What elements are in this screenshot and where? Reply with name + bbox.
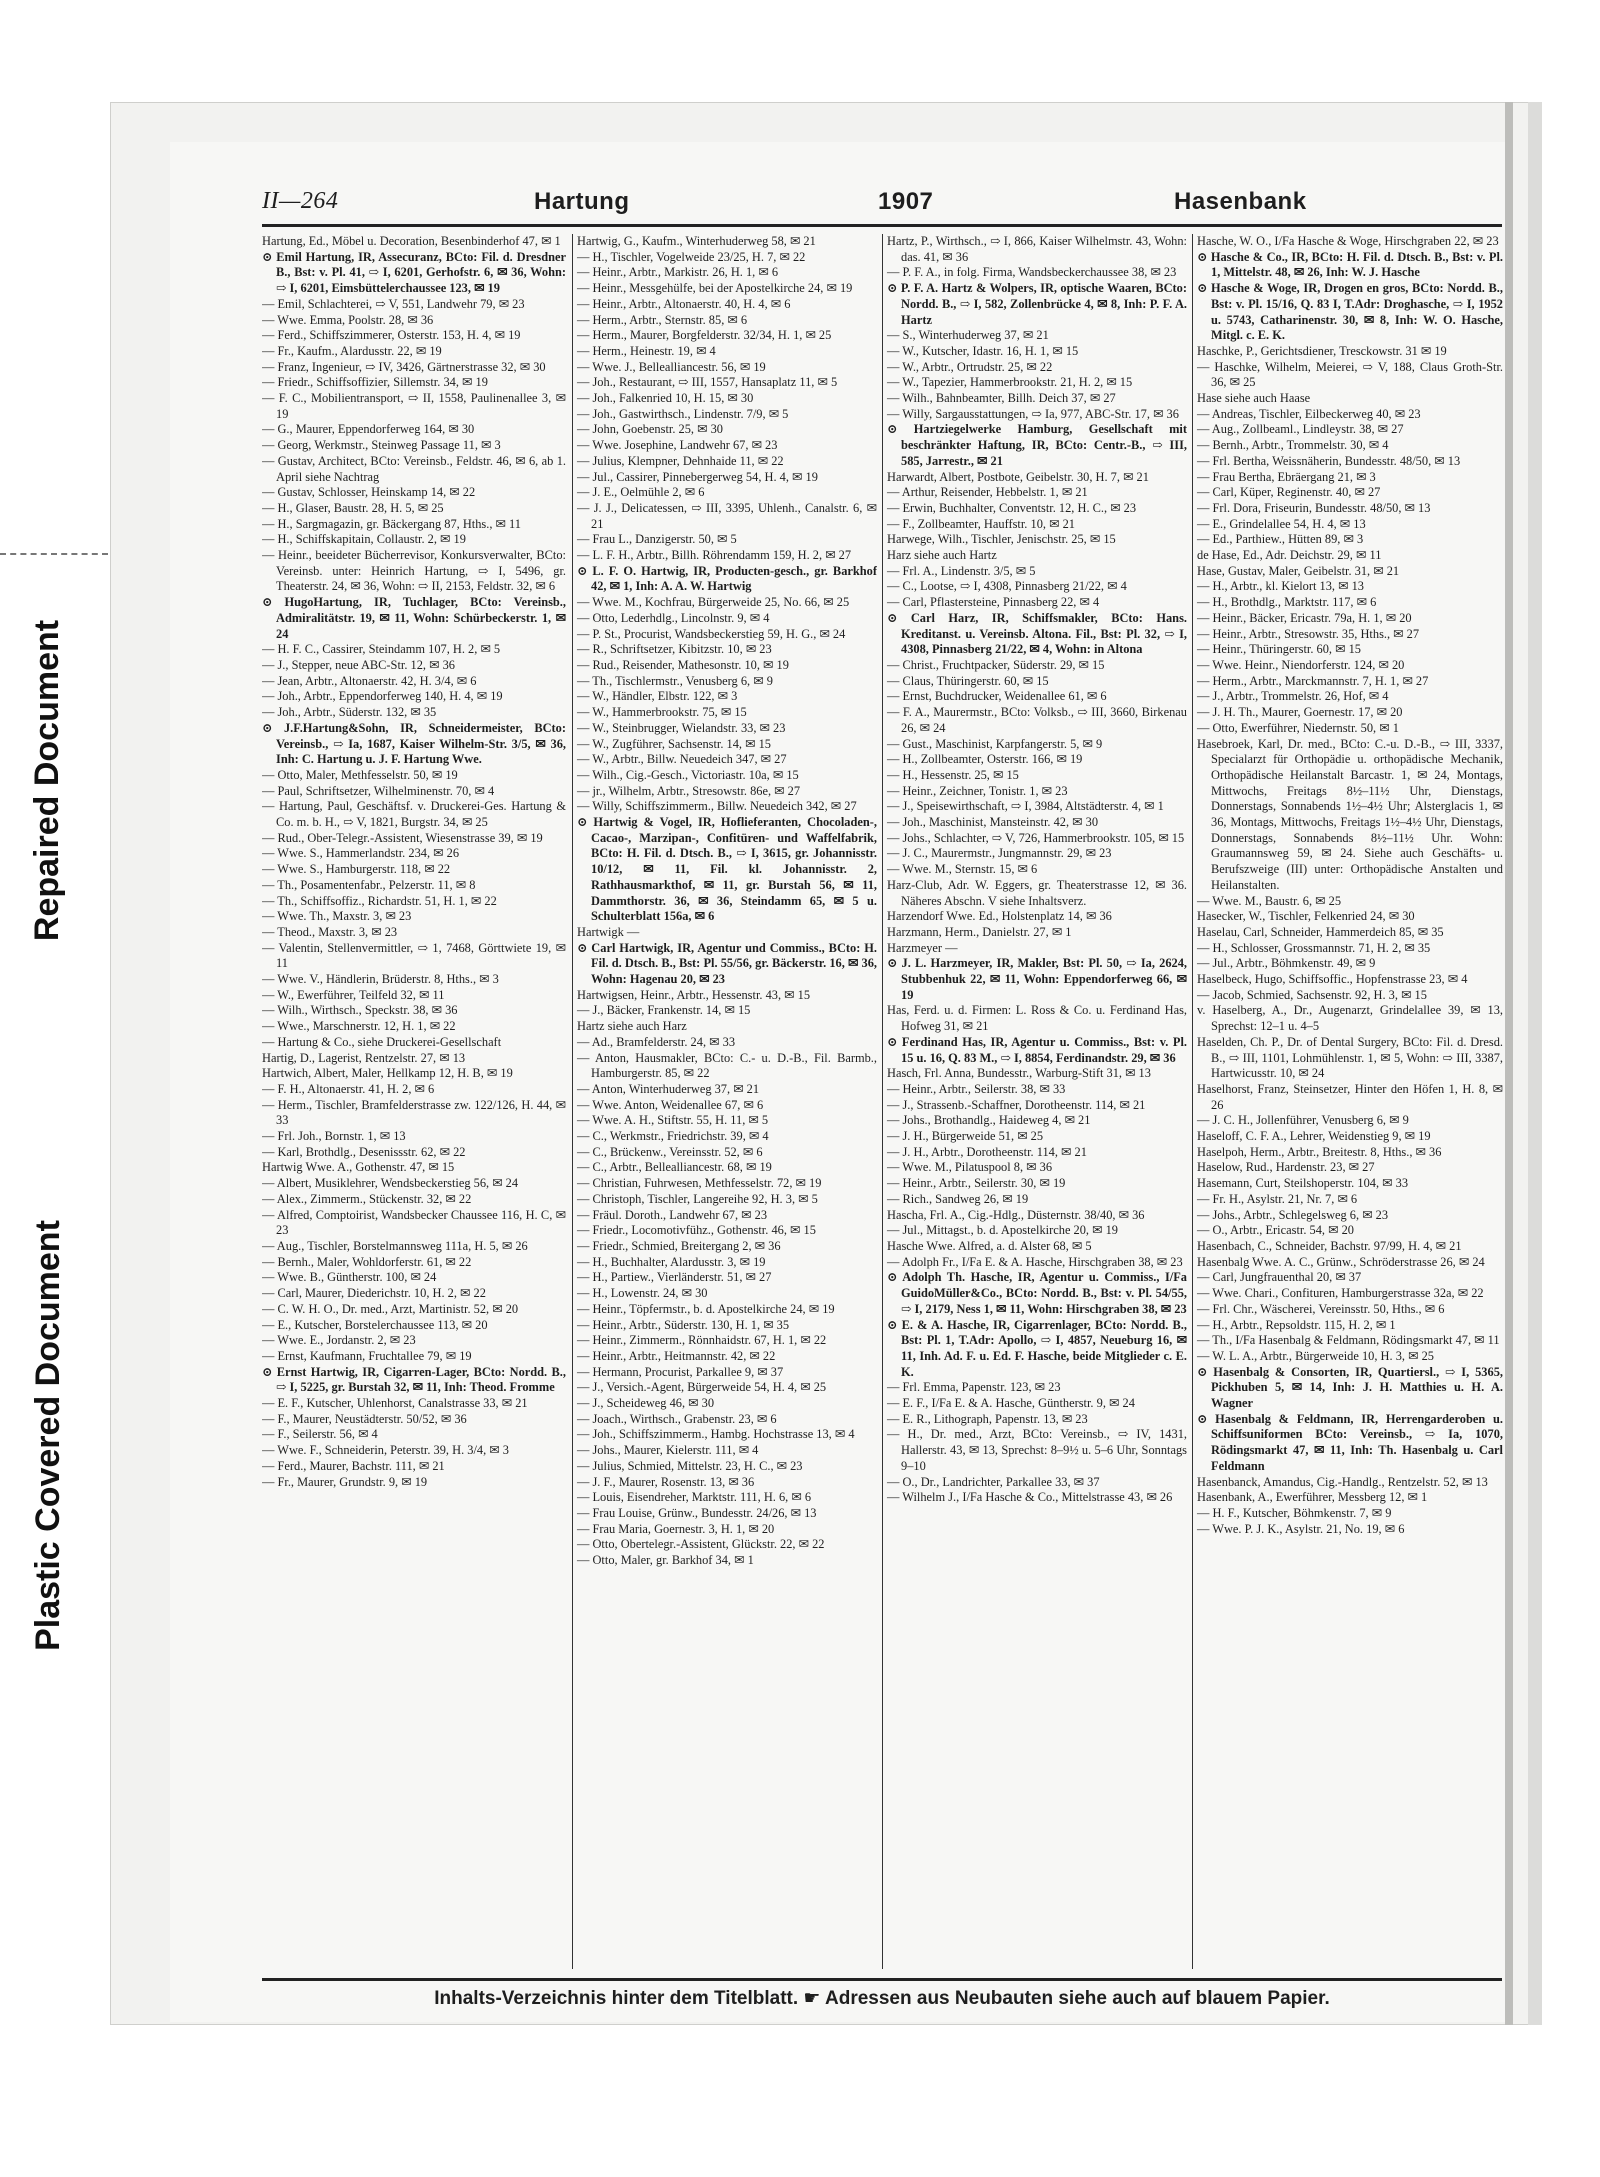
directory-entry: — Herm., Maurer, Borgfelderstr. 32/34, H. 1, ✉ 25 bbox=[577, 328, 832, 343]
directory-entry: — Fr., Kaufm., Alardusstr. 22, ✉ 19 bbox=[262, 343, 442, 358]
directory-entry: — C., Brückenw., Vereinsstr. 52, ✉ 6 bbox=[577, 1144, 763, 1159]
directory-entry: ⊙ E. & A. Hasche, IR, Cigarrenlager, BCto: Nordd. B., Bst: Pl. 1, T.Adr: Apollo, ⇨ I, 4857, Neueburg 16, ✉ 11, Inh. Ad. F. u. Ed. F. Hasche, beide Mitglieder c. E. K. bbox=[887, 1317, 1187, 1379]
directory-entry: — Wwe. Anton, Weidenallee 67, ✉ 6 bbox=[577, 1097, 764, 1112]
directory-entry: — Wwe., Marschnerstr. 12, H. 1, ✉ 22 bbox=[262, 1019, 456, 1034]
directory-entry: — Jul., Mittagst., b. d. Apostelkirche 20, ✉ 19 bbox=[887, 1223, 1118, 1238]
page-footer bbox=[262, 1978, 1502, 2017]
directory-entry: — Anton, Winterhuderweg 37, ✉ 21 bbox=[577, 1081, 760, 1096]
directory-entry: — H., Schlosser, Grossmannstr. 71, H. 2, ✉ 35 bbox=[1197, 940, 1431, 955]
directory-entry: — Frau Louise, Grünw., Bundesstr. 24/26, ✉ 13 bbox=[577, 1505, 817, 1520]
directory-entry: — O., Arbtr., Ericastr. 54, ✉ 20 bbox=[1197, 1223, 1354, 1238]
directory-entry: Hasenbanck, Amandus, Cig.-Handlg., Rentzelstr. 52, ✉ 13 bbox=[1197, 1474, 1488, 1489]
directory-entry: — Hartung & Co., siehe Druckerei-Gesellschaft bbox=[262, 1034, 502, 1049]
directory-entry: — Franz, Ingenieur, ⇨ IV, 3426, Gärtnerstrasse 32, ✉ 30 bbox=[262, 359, 546, 374]
directory-entry: — Carl, Jungfrauenthal 20, ✉ 37 bbox=[1197, 1270, 1362, 1285]
directory-entry: Hasenbank, A., Ewerführer, Messberg 12, ✉ 1 bbox=[1197, 1490, 1428, 1505]
directory-entry: Hasenbach, C., Schneider, Bachstr. 97/99, H. 4, ✉ 21 bbox=[1197, 1239, 1462, 1253]
directory-entry: — Georg, Werkmstr., Steinweg Passage 11, ✉ 3 bbox=[262, 438, 501, 453]
directory-entry: — W., Arbtr., Ortrudstr. 25, ✉ 22 bbox=[887, 359, 1053, 374]
directory-entry: — Frl. Chr., Wäscherei, Vereinsstr. 50, Hths., ✉ 6 bbox=[1197, 1301, 1445, 1316]
directory-entry: — H. F. C., Cassirer, Steindamm 107, H. 2, ✉ 5 bbox=[262, 642, 501, 657]
directory-entry: — Frl. Bertha, Weissnäherin, Bundesstr. 48/50, ✉ 13 bbox=[1197, 453, 1461, 468]
directory-entry: — Karl, Brothdlg., Desenissstr. 62, ✉ 22 bbox=[262, 1144, 466, 1159]
directory-entry: — Wwe. Th., Maxstr. 3, ✉ 23 bbox=[262, 909, 412, 924]
directory-entry: — H. F., Kutscher, Böhmkenstr. 7, ✉ 9 bbox=[1197, 1505, 1392, 1520]
directory-entry: — J. F., Maurer, Rosenstr. 13, ✉ 36 bbox=[577, 1474, 755, 1489]
directory-entry: Haselden, Ch. P., Dr. of Dental Surgery, BCto: Fil. d. Dresd. B., ⇨ III, 1101, Lohmühlenstr. 1, ✉ 5, Wohn: ⇨ III, 3387, Hartwicusstr. 10, ✉ 24 bbox=[1197, 1034, 1503, 1081]
directory-entry: — Albert, Musiklehrer, Wendsbeckerstieg 56, ✉ 24 bbox=[262, 1176, 519, 1191]
directory-entry: — Christoph, Tischler, Langereihe 92, H. 3, ✉ 5 bbox=[577, 1191, 818, 1206]
directory-entry: — J. E., Oelmühle 2, ✉ 6 bbox=[577, 485, 705, 500]
directory-entry: — Wwe. M., Baustr. 6, ✉ 25 bbox=[1197, 893, 1342, 908]
directory-entry: — W., Ewerführer, Teilfeld 32, ✉ 11 bbox=[262, 987, 445, 1002]
directory-entry: — J. J., Delicatessen, ⇨ III, 3395, Uhlenh., Canalstr. 6, ✉ 21 bbox=[577, 500, 877, 531]
directory-entry: — W., Zugführer, Sachsenstr. 14, ✉ 15 bbox=[577, 736, 772, 751]
directory-entry: — Gustav, Architect, BCto: Vereinsb., Feldstr. 46, ✉ 6, ab 1. April siehe Nachtrag bbox=[262, 453, 566, 484]
directory-entry: — Wwe. J., Bellealliancestr. 56, ✉ 19 bbox=[577, 359, 766, 374]
directory-entry: — Fr., Maurer, Grundstr. 9, ✉ 19 bbox=[262, 1474, 428, 1489]
directory-entry: — Wwe. P. J. K., Asylstr. 21, No. 19, ✉ 6 bbox=[1197, 1521, 1405, 1536]
directory-entry: — Heinr., Arbtr., Markistr. 26, H. 1, ✉ 6 bbox=[577, 265, 779, 280]
directory-entry: — Emil, Schlachterei, ⇨ V, 551, Landwehr 79, ✉ 23 bbox=[262, 296, 525, 311]
directory-entry: — Theod., Maxstr. 3, ✉ 23 bbox=[262, 924, 398, 939]
directory-entry: — Johs., Brothandlg., Haideweg 4, ✉ 21 bbox=[887, 1113, 1091, 1128]
directory-entry: — Joh., Arbtr., Süderstr. 132, ✉ 35 bbox=[262, 705, 437, 720]
directory-entry: — F. A., Maurermstr., BCto: Volksb., ⇨ III, 3660, Birkenau 26, ✉ 24 bbox=[887, 705, 1187, 735]
directory-entry: — Hartung, Paul, Geschäftsf. v. Druckerei-Ges. Hartung & Co. m. b. H., ⇨ V, 1821, Burgstr. 34, ✉ 25 bbox=[262, 799, 566, 830]
directory-entry: — H., Tischler, Vogelweide 23/25, H. 7, ✉ 22 bbox=[577, 249, 806, 264]
directory-entry: — Otto, Obertelegr.-Assistent, Glückstr. 22, ✉ 22 bbox=[577, 1537, 825, 1552]
directory-entry: — H., Lowenstr. 24, ✉ 30 bbox=[577, 1286, 708, 1301]
directory-entry: Harz siehe auch Hartz bbox=[887, 548, 997, 563]
directory-entry: — Joh., Schiffszimmerm., Hambg. Hochstrasse 13, ✉ 4 bbox=[577, 1427, 855, 1442]
directory-entry: — Willy, Sargausstattungen, ⇨ Ia, 977, ABC-Str. 17, ✉ 36 bbox=[887, 406, 1179, 421]
directory-entry: — C. W. H. O., Dr. med., Arzt, Martinistr. 52, ✉ 20 bbox=[262, 1301, 519, 1316]
footer-note: Inhalts-Verzeichnis hinter dem Titelblatt. ☛ Adressen aus Neubauten siehe auch auf blauem Papier. bbox=[434, 1988, 1330, 2009]
directory-entry: Hartwig, G., Kaufm., Winterhuderweg 58, ✉ 21 bbox=[577, 234, 816, 248]
directory-entry: — Alex., Zimmerm., Stückenstr. 32, ✉ 22 bbox=[262, 1191, 472, 1206]
directory-entry: — Wilhelm J., I/Fa Hasche & Co., Mittelstrasse 43, ✉ 26 bbox=[887, 1490, 1173, 1505]
directory-entry: — H., Brothdlg., Marktstr. 117, ✉ 6 bbox=[1197, 595, 1377, 610]
directory-entry: — Joh., Gastwirthsch., Lindenstr. 7/9, ✉ 5 bbox=[577, 406, 789, 421]
directory-entry: — Fr. H., Asylstr. 21, Nr. 7, ✉ 6 bbox=[1197, 1191, 1358, 1206]
adjacent-page-edge bbox=[1505, 102, 1513, 2025]
header-right-word: Hasenbank bbox=[1174, 188, 1307, 215]
directory-entry: — J., Versich.-Agent, Bürgerweide 54, H. 4, ✉ 25 bbox=[577, 1380, 827, 1395]
directory-entry: ⊙ Hasche & Woge, IR, Drogen en gros, BCto: Nordd. B., Bst: v. Pl. 15/16, Q. 83 I, T.Adr: Droghasche, ⇨ I, 1952 u. 5743, Catharinenstr. 30, ✉ 8, Inh: W. O. Hasche, Mitgl. c. E. K. bbox=[1197, 281, 1503, 343]
directory-entry: — W., Händler, Elbstr. 122, ✉ 3 bbox=[577, 689, 738, 704]
directory-entry: Hascha, Frl. A., Cig.-Hdlg., Düsternstr. 38/40, ✉ 36 bbox=[887, 1207, 1145, 1222]
directory-entry: — Jean, Arbtr., Altonaerstr. 42, H. 3/4, ✉ 6 bbox=[262, 673, 477, 688]
directory-entry: Hase siehe auch Haase bbox=[1197, 391, 1311, 406]
adjacent-page-strip bbox=[1528, 102, 1542, 2025]
directory-entry: — Wilh., Cig.-Gesch., Victoriastr. 10a, ✉ 15 bbox=[577, 767, 799, 782]
directory-entry: Harzmann, Herm., Danielstr. 27, ✉ 1 bbox=[887, 924, 1072, 939]
directory-entry: — W., Hammerbrookstr. 75, ✉ 15 bbox=[577, 705, 747, 720]
directory-entry: — H., Arbtr., Repsoldstr. 115, H. 2, ✉ 1 bbox=[1197, 1317, 1396, 1332]
header-left-word: Hartung bbox=[534, 188, 630, 215]
directory-entry: — Rud., Reisender, Mathesonstr. 10, ✉ 19 bbox=[577, 657, 789, 672]
directory-entry: — Christ., Fruchtpacker, Süderstr. 29, ✉ 15 bbox=[887, 657, 1105, 672]
directory-entry: — E. R., Lithograph, Papenstr. 13, ✉ 23 bbox=[887, 1411, 1088, 1426]
directory-entry: ⊙ Emil Hartung, IR, Assecuranz, BCto: Fil. d. Dresdner B., Bst: v. Pl. 41, ⇨ I, 6201, Gerhofstr. 6, ✉ 36, Wohn: ⇨ I, 6201, Eimsbüttelerchaussee 123, ✉ 19 bbox=[262, 249, 566, 296]
directory-entry: — Ferd., Schiffszimmerer, Osterstr. 153, H. 4, ✉ 19 bbox=[262, 328, 521, 343]
directory-entry: Haselhorst, Franz, Steinsetzer, Hinter den Höfen 1, H. 8, ✉ 26 bbox=[1197, 1081, 1503, 1112]
directory-entry: Hartwig Wwe. A., Gothenstr. 47, ✉ 15 bbox=[262, 1160, 455, 1175]
directory-entry: — Th., Schiffsoffiz., Richardstr. 51, H. 1, ✉ 22 bbox=[262, 893, 497, 908]
directory-entry: — J., Bäcker, Frankenstr. 14, ✉ 15 bbox=[577, 1003, 751, 1018]
directory-entry: — Joh., Falkenried 10, H. 15, ✉ 30 bbox=[577, 391, 754, 406]
directory-entry: — W., Steinbrugger, Wielandstr. 33, ✉ 23 bbox=[577, 720, 786, 735]
directory-entry: — J. H. Th., Maurer, Goernestr. 17, ✉ 20 bbox=[1197, 705, 1403, 720]
page-header bbox=[262, 184, 1502, 227]
header-year: 1907 bbox=[878, 188, 934, 215]
directory-entry: — Wwe. M., Sternstr. 15, ✉ 6 bbox=[887, 862, 1038, 877]
directory-entry: Hasebroek, Karl, Dr. med., BCto: C.-u. D.-B., ⇨ III, 3337, Specialarzt für Orthopädie u. orthopädische Mechanik, Orthopädische Heilanstalt Barcastr. 1, ✉ 24, Montags, Mittwochs, Freitags 8½–11½ Uhr, Dienstags, Donnerstags, Sonnabends 1½–4½ Uhr; Alsterglacis 1, ✉ 36, Montags, Mittwochs, Freitags 1½–4½ Uhr, Dienstags, Donnerstags, Sonnabends 8½–11½ Uhr. Wohn: Graumannsweg 59, ✉ 24. Siehe auch Geschäfts- u. Berufszweige (III) unter: Orthopädische Anstalten und Heilanstalten. bbox=[1197, 736, 1503, 892]
directory-entry: — Otto, Maler, gr. Barkhof 34, ✉ 1 bbox=[577, 1553, 754, 1568]
directory-entry: — H., Arbtr., kl. Kielort 13, ✉ 13 bbox=[1197, 579, 1364, 594]
directory-entry: — jr., Wilhelm, Arbtr., Stresowstr. 86e, ✉ 27 bbox=[577, 783, 801, 798]
plastic-covered-label bbox=[6, 1135, 90, 1735]
directory-entry: — Joh., Restaurant, ⇨ III, 1557, Hansaplatz 11, ✉ 5 bbox=[577, 375, 838, 390]
directory-entry: Harwege, Wilh., Tischler, Jenischstr. 25, ✉ 15 bbox=[887, 532, 1116, 547]
directory-entry: — Herm., Tischler, Bramfelderstrasse zw. 122/126, H. 44, ✉ 33 bbox=[262, 1097, 566, 1128]
directory-entry: — Hermann, Procurist, Parkallee 9, ✉ 37 bbox=[577, 1364, 784, 1379]
directory-entry: — F. C., Mobilientransport, ⇨ II, 1558, Paulinenallee 3, ✉ 19 bbox=[262, 391, 566, 421]
directory-entry: — F., Seilerstr. 56, ✉ 4 bbox=[262, 1427, 378, 1442]
directory-entry: — Friedr., Locomotivfühz., Gothenstr. 46, ✉ 15 bbox=[577, 1223, 816, 1238]
directory-entry: — Fräul. Doroth., Landwehr 67, ✉ 23 bbox=[577, 1207, 768, 1222]
directory-entry: — Jacob, Schmied, Sachsenstr. 92, H. 3, ✉ 15 bbox=[1197, 987, 1427, 1002]
directory-entry: Haselau, Carl, Schneider, Hammerdeich 85, ✉ 35 bbox=[1197, 924, 1444, 939]
directory-entry: — Heinr., Arbtr., Seilerstr. 38, ✉ 33 bbox=[887, 1081, 1066, 1096]
directory-entry: Hasecker, W., Tischler, Felkenried 24, ✉ 30 bbox=[1197, 909, 1415, 924]
directory-entry: — Johs., Arbtr., Schlegelsweg 6, ✉ 23 bbox=[1197, 1207, 1389, 1222]
directory-entry: — G., Maurer, Eppendorferweg 164, ✉ 30 bbox=[262, 422, 475, 437]
directory-entry: ⊙ Carl Hartwigk, IR, Agentur und Commiss., BCto: H. Fil. d. Dtsch. B., Bst: Pl. 55/56, gr. Bäckerstr. 16, ✉ 36, Wohn: Hagenau 20, ✉ 23 bbox=[577, 940, 877, 987]
directory-entry: — Willy, Schiffszimmerm., Billw. Neuedeich 342, ✉ 27 bbox=[577, 799, 857, 814]
directory-entry: — Anton, Hausmakler, BCto: C.- u. D.-B., Fil. Barmb., Hamburgerstr. 85, ✉ 22 bbox=[577, 1050, 877, 1081]
directory-page bbox=[170, 142, 1510, 2022]
directory-columns bbox=[262, 234, 1502, 1974]
page-number: II—264 bbox=[262, 188, 339, 214]
scanned-page bbox=[110, 102, 1542, 2025]
directory-entry: — Heinr., Bäcker, Ericastr. 79a, H. 1, ✉ 20 bbox=[1197, 610, 1412, 625]
directory-entry: — Alfred, Comptoirist, Wandsbecker Chaussee 116, H. C, ✉ 23 bbox=[262, 1207, 566, 1238]
directory-entry: ⊙ HugoHartung, IR, Tuchlager, BCto: Vereinsb., Admiralitätstr. 19, ✉ 11, Wohn: Schürbeckerstr. 1, ✉ 24 bbox=[262, 595, 566, 641]
directory-entry: ⊙ Ernst Hartwig, IR, Cigarren-Lager, BCto: Nordd. B., ⇨ I, 5225, gr. Burstah 32, ✉ 11, Inh: Theod. Fromme bbox=[262, 1364, 566, 1395]
directory-entry: — C., Arbtr., Bellealliancestr. 68, ✉ 19 bbox=[577, 1160, 772, 1175]
directory-entry: ⊙ Adolph Th. Hasche, IR, Agentur u. Commiss., I/Fa GuidoMüller&Co., BCto: Nordd. B., Bst: v. Pl. 54/55, ⇨ I, 2179, Ness 1, ✉ 11, Wohn: Hirschgraben 38, ✉ 23 bbox=[887, 1270, 1187, 1316]
directory-entry: — W., Tapezier, Hammerbrookstr. 21, H. 2, ✉ 15 bbox=[887, 375, 1133, 390]
directory-entry: — Wwe. A. H., Stiftstr. 55, H. 11, ✉ 5 bbox=[577, 1113, 769, 1128]
directory-entry: — Joh., Maschinist, Mansteinstr. 42, ✉ 30 bbox=[887, 815, 1099, 830]
directory-entry: Hase, Gustav, Maler, Geibelstr. 31, ✉ 21 bbox=[1197, 563, 1400, 578]
directory-entry: — Jul., Arbtr., Böhmkenstr. 49, ✉ 9 bbox=[1197, 956, 1376, 971]
directory-entry: Haselow, Rud., Hardenstr. 23, ✉ 27 bbox=[1197, 1160, 1375, 1175]
directory-entry: — Wwe. V., Händlerin, Brüderstr. 8, Hths., ✉ 3 bbox=[262, 972, 499, 987]
directory-entry: — J. C. H., Jollenführer, Venusberg 6, ✉ 9 bbox=[1197, 1113, 1409, 1128]
directory-entry: — Frl. Joh., Bornstr. 1, ✉ 13 bbox=[262, 1129, 406, 1144]
directory-entry: ⊙ Hasche & Co., IR, BCto: H. Fil. d. Dtsch. B., Bst: v. Pl. 1, Mittelstr. 48, ✉ 26, Inh: W. J. Hasche bbox=[1197, 249, 1503, 280]
column-3 bbox=[882, 234, 1187, 1969]
directory-entry: — E. F., I/Fa E. & A. Hasche, Güntherstr. 9, ✉ 24 bbox=[887, 1396, 1135, 1411]
directory-entry: Haselpoh, Herm., Arbtr., Breitestr. 8, Hths., ✉ 36 bbox=[1197, 1144, 1442, 1159]
directory-entry: ⊙ J. L. Harzmeyer, IR, Makler, Bst: Pl. 50, ⇨ Ia, 2624, Stubbenhuk 22, ✉ 11, Wohn: Eppendorferweg 66, ✉ 19 bbox=[887, 956, 1187, 1002]
directory-entry: — F., Zollbeamter, Hauffstr. 10, ✉ 21 bbox=[887, 516, 1075, 531]
directory-entry: — J., Strassenb.-Schaffner, Dorotheenstr. 114, ✉ 21 bbox=[887, 1097, 1146, 1112]
column-1 bbox=[262, 234, 566, 1969]
directory-entry: — Frau L., Danzigerstr. 50, ✉ 5 bbox=[577, 532, 737, 547]
repaired-document-label bbox=[6, 500, 90, 1060]
directory-entry: ⊙ L. F. O. Hartwig, IR, Producten-gesch., gr. Barkhof 42, ✉ 1, Inh: A. A. W. Hartwig bbox=[577, 563, 877, 594]
directory-entry: Hartwigk — bbox=[577, 924, 640, 939]
directory-entry: — J. H., Bürgerweide 51, ✉ 25 bbox=[887, 1129, 1044, 1144]
column-2 bbox=[572, 234, 877, 1969]
directory-entry: Hasenbalg Wwe. A. C., Grünw., Schröderstrasse 26, ✉ 24 bbox=[1197, 1254, 1485, 1269]
column-4 bbox=[1192, 234, 1503, 1969]
directory-entry: — J., Arbtr., Trommelstr. 26, Hof, ✉ 4 bbox=[1197, 689, 1389, 704]
directory-entry: — Joach., Wirthsch., Grabenstr. 23, ✉ 6 bbox=[577, 1411, 777, 1426]
directory-entry: — J., Stepper, neue ABC-Str. 12, ✉ 36 bbox=[262, 657, 455, 672]
directory-entry: — Friedr., Schiffsoffizier, Sillemstr. 34, ✉ 19 bbox=[262, 375, 488, 390]
directory-entry: — Heinr., Arbtr., Stresowstr. 35, Hths., ✉ 27 bbox=[1197, 626, 1420, 641]
directory-entry: — Christian, Fuhrwesen, Methfesselstr. 72, ✉ 19 bbox=[577, 1176, 822, 1191]
directory-entry: — P. F. A., in folg. Firma, Wandsbeckerchaussee 38, ✉ 23 bbox=[887, 265, 1177, 280]
directory-entry: — Haschke, Wilhelm, Meierei, ⇨ V, 188, Claus Groth-Str. 36, ✉ 25 bbox=[1197, 359, 1503, 390]
directory-entry: — O., Dr., Landrichter, Parkallee 33, ✉ 37 bbox=[887, 1474, 1100, 1489]
directory-entry: — W. L. A., Arbtr., Bürgerweide 10, H. 3, ✉ 25 bbox=[1197, 1348, 1434, 1363]
directory-entry: — E., Kutscher, Borstelerchaussee 113, ✉ 20 bbox=[262, 1317, 488, 1332]
directory-entry: — Ernst, Kaufmann, Fruchtallee 79, ✉ 19 bbox=[262, 1348, 472, 1363]
directory-entry: — Wwe. Heinr., Niendorferstr. 124, ✉ 20 bbox=[1197, 657, 1405, 672]
directory-entry: — Ed., Parthiew., Hütten 89, ✉ 3 bbox=[1197, 532, 1364, 547]
directory-entry: ⊙ J.F.Hartung&Sohn, IR, Schneidermeister, BCto: Vereinsb., ⇨ Ia, 1687, Kaiser Wilhelm-Str. 3/5, ✉ 36, Inh: C. Hartung u. J. F. Hartung Wwe. bbox=[262, 720, 566, 767]
directory-entry: Harz-Club, Adr. W. Eggers, gr. Theaterstrasse 12, ✉ 36. Näheres Abschn. V siehe Inhaltsverz. bbox=[887, 877, 1187, 908]
directory-entry: — J., Scheideweg 46, ✉ 30 bbox=[577, 1396, 715, 1411]
directory-entry: — Wwe. Josephine, Landwehr 67, ✉ 23 bbox=[577, 438, 778, 453]
directory-entry: — E., Grindelallee 54, H. 4, ✉ 13 bbox=[1197, 516, 1366, 531]
directory-entry: — John, Goebenstr. 25, ✉ 30 bbox=[577, 422, 723, 437]
directory-entry: — Wwe. S., Hamburgerstr. 118, ✉ 22 bbox=[262, 862, 451, 877]
directory-entry: — Carl, Maurer, Diederichstr. 10, H. 2, ✉ 22 bbox=[262, 1286, 486, 1301]
directory-entry: — H., Schiffskapitain, Collaustr. 2, ✉ 19 bbox=[262, 532, 466, 547]
directory-entry: ⊙ Carl Harz, IR, Schiffsmakler, BCto: Hans. Kreditanst. u. Vereinsb. Altona. Fil., Bst: Pl. 32, ⇨ I, 4308, Pinnasberg 21/22, ✉ 4, Wohn: in Altona bbox=[887, 610, 1187, 657]
directory-entry: — Wwe. B., Güntherstr. 100, ✉ 24 bbox=[262, 1270, 437, 1285]
directory-entry: — Wwe. Emma, Poolstr. 28, ✉ 36 bbox=[262, 312, 434, 327]
plastic-covered-text: Plastic Covered Document bbox=[28, 1219, 67, 1651]
directory-entry: — Andreas, Tischler, Eilbeckerweg 40, ✉ 23 bbox=[1197, 406, 1421, 421]
directory-entry: — Carl, Küper, Reginenstr. 40, ✉ 27 bbox=[1197, 485, 1381, 500]
directory-entry: Hartz siehe auch Harz bbox=[577, 1019, 687, 1034]
directory-entry: — Wwe. M., Pilatuspool 8, ✉ 36 bbox=[887, 1160, 1053, 1175]
directory-entry: — Frau Bertha, Ebräergang 21, ✉ 3 bbox=[1197, 469, 1376, 484]
directory-entry: — H., Hessenstr. 25, ✉ 15 bbox=[887, 767, 1019, 782]
directory-entry: — Heinr., Messgehülfe, bei der Apostelkirche 24, ✉ 19 bbox=[577, 281, 853, 296]
directory-entry: ⊙ Ferdinand Has, IR, Agentur u. Commiss., Bst: v. Pl. 15 u. 16, Q. 83 M., ⇨ I, 8854, Ferdinandstr. 29, ✉ 36 bbox=[887, 1034, 1187, 1065]
directory-entry: ⊙ Hartwig & Vogel, IR, Hoflieferanten, Chocoladen-, Cacao-, Marzipan-, Confitüren- und Waffelfabrik, BCto: H. Fil. d. Dtsch. B., ⇨ I, 3615, gr. Johannisstr. 10/12, ✉ 11, Fil. kl. Johannisstr. 2, Rathhausmarkthof, ✉ 11, gr. Burstah 56, ✉ 11, Dammthorstr. 36, ✉ 36, Steindamm 65, ✉ 5 u. Schulterblatt 156a, ✉ 6 bbox=[577, 815, 877, 924]
directory-entry: — Wwe. E., Jordanstr. 2, ✉ 23 bbox=[262, 1333, 416, 1348]
directory-entry: ⊙ P. F. A. Hartz & Wolpers, IR, optische Waaren, BCto: Nordd. B., ⇨ I, 582, Zollenbrücke 4, ✉ 8, Inh: P. F. A. Hartz bbox=[887, 281, 1187, 327]
directory-entry: — Heinr., Zimmerm., Rönnhaidstr. 67, H. 1, ✉ 22 bbox=[577, 1333, 827, 1348]
directory-entry: — Otto, Maler, Methfesselstr. 50, ✉ 19 bbox=[262, 767, 458, 782]
directory-entry: — J., Speisewirthschaft, ⇨ I, 3984, Altstädterstr. 4, ✉ 1 bbox=[887, 799, 1164, 814]
directory-entry: Haschke, P., Gerichtsdiener, Tresckowstr. 31 ✉ 19 bbox=[1197, 343, 1447, 358]
directory-entry: — Wilh., Wirthsch., Speckstr. 38, ✉ 36 bbox=[262, 1003, 458, 1018]
directory-entry: — Ernst, Buchdrucker, Weidenallee 61, ✉ 6 bbox=[887, 689, 1107, 704]
directory-entry: — Valentin, Stellenvermittler, ⇨ 1, 7468, Görttwiete 19, ✉ 11 bbox=[262, 940, 566, 971]
directory-entry: — H., Sargmagazin, gr. Bäckergang 87, Hths., ✉ 11 bbox=[262, 516, 521, 531]
directory-entry: — Wwe. S., Hammerlandstr. 234, ✉ 26 bbox=[262, 846, 460, 861]
directory-entry: Hartz, P., Wirthsch., ⇨ I, 866, Kaiser Wilhelmstr. 43, Wohn: das. 41, ✉ 36 bbox=[887, 234, 1187, 264]
directory-entry: — Herm., Arbtr., Marckmannstr. 7, H. 1, ✉ 27 bbox=[1197, 673, 1429, 688]
directory-entry: — Wwe. F., Schneiderin, Peterstr. 39, H. 3/4, ✉ 3 bbox=[262, 1443, 509, 1458]
directory-entry: — P. St., Procurist, Wandsbeckerstieg 59, H. G., ✉ 24 bbox=[577, 626, 846, 641]
directory-entry: — Wwe. Chari., Confituren, Hamburgerstrasse 32a, ✉ 22 bbox=[1197, 1286, 1484, 1301]
directory-entry: ⊙ Hasenbalg & Consorten, IR, Quartiersl., ⇨ I, 5365, Pickhuben 5, ✉ 14, Inh: J. H. Matthies u. H. A. Wagner bbox=[1197, 1364, 1503, 1411]
directory-entry: — Jul., Cassirer, Pinnebergerweg 54, H. 4, ✉ 19 bbox=[577, 469, 818, 484]
directory-entry: Hasemann, Curt, Steilshoperstr. 104, ✉ 33 bbox=[1197, 1176, 1409, 1191]
directory-entry: — H., Zollbeamter, Osterstr. 166, ✉ 19 bbox=[887, 752, 1083, 767]
directory-entry: — E. F., Kutscher, Uhlenhorst, Canalstrasse 33, ✉ 21 bbox=[262, 1396, 528, 1411]
directory-entry: — Th., Tischlermstr., Venusberg 6, ✉ 9 bbox=[577, 673, 773, 688]
directory-entry: — C., Lootse, ⇨ I, 4308, Pinnasberg 21/22, ✉ 4 bbox=[887, 579, 1127, 594]
directory-entry: — Aug., Zollbeaml., Lindleystr. 38, ✉ 27 bbox=[1197, 422, 1404, 437]
directory-entry: — H., Dr. med., Arzt, BCto: Vereinsb., ⇨ IV, 1431, Hallerstr. 43, ✉ 13, Sprechst: 8–9½ u. 5–6 Uhr, Sonntags 9–10 bbox=[887, 1427, 1187, 1473]
directory-entry: — Adolph Fr., I/Fa E. & A. Hasche, Hirschgraben 38, ✉ 23 bbox=[887, 1254, 1183, 1269]
directory-entry: — C., Werkmstr., Friedrichstr. 39, ✉ 4 bbox=[577, 1129, 769, 1144]
directory-entry: — L. F. H., Arbtr., Billh. Röhrendamm 159, H. 2, ✉ 27 bbox=[577, 548, 852, 563]
directory-entry: Haselbeck, Hugo, Schiffsoffic., Hopfenstrasse 23, ✉ 4 bbox=[1197, 972, 1468, 987]
directory-entry: Hartung, Ed., Möbel u. Decoration, Besenbinderhof 47, ✉ 1 bbox=[262, 234, 561, 248]
directory-entry: Hartwigsen, Heinr., Arbtr., Hessenstr. 43, ✉ 15 bbox=[577, 987, 811, 1002]
directory-entry: — Herm., Heinestr. 19, ✉ 4 bbox=[577, 343, 716, 358]
directory-entry: — Julius, Klempner, Dehnhaide 11, ✉ 22 bbox=[577, 453, 784, 468]
directory-entry: — Otto, Lederhdlg., Lincolnstr. 9, ✉ 4 bbox=[577, 610, 770, 625]
directory-entry: — Friedr., Schmied, Breitergang 2, ✉ 36 bbox=[577, 1239, 781, 1253]
directory-entry: — Heinr., Arbtr., Altonaerstr. 40, H. 4, ✉ 6 bbox=[577, 296, 791, 311]
directory-entry: — Louis, Eisendreher, Marktstr. 111, H. 6, ✉ 6 bbox=[577, 1490, 812, 1505]
directory-entry: — Ferd., Maurer, Bachstr. 111, ✉ 21 bbox=[262, 1458, 445, 1473]
directory-entry: Hasche Wwe. Alfred, a. d. Alster 68, ✉ 5 bbox=[887, 1239, 1092, 1253]
directory-entry: — Aug., Tischler, Borstelmannsweg 111a, H. 5, ✉ 26 bbox=[262, 1239, 528, 1253]
directory-entry: — Frl. A., Lindenstr. 3/5, ✉ 5 bbox=[887, 563, 1036, 578]
directory-entry: — Erwin, Buchhalter, Conventstr. 12, H. C., ✉ 23 bbox=[887, 500, 1137, 515]
directory-entry: — Heinr., Zeichner, Tonistr. 1, ✉ 23 bbox=[887, 783, 1068, 798]
directory-entry: — Joh., Arbtr., Eppendorferweg 140, H. 4, ✉ 19 bbox=[262, 689, 503, 704]
directory-entry: de Hase, Ed., Adr. Deichstr. 29, ✉ 11 bbox=[1197, 548, 1382, 563]
directory-entry: — Th., I/Fa Hasenbalg & Feldmann, Rödingsmarkt 47, ✉ 11 bbox=[1197, 1333, 1500, 1348]
directory-entry: — Heinr., Töpfermstr., b. d. Apostelkirche 24, ✉ 19 bbox=[577, 1301, 835, 1316]
directory-entry: — Gustav, Schlosser, Heinskamp 14, ✉ 22 bbox=[262, 485, 476, 500]
directory-entry: Hasch, Frl. Anna, Bundesstr., Warburg-Stift 31, ✉ 13 bbox=[887, 1066, 1151, 1081]
directory-entry: Harzmeyer — bbox=[887, 940, 958, 955]
directory-entry: Hartwich, Albert, Maler, Hellkamp 12, H. B, ✉ 19 bbox=[262, 1066, 513, 1081]
directory-entry: — J. H., Arbtr., Dorotheenstr. 114, ✉ 21 bbox=[887, 1144, 1087, 1159]
directory-entry: — Frl. Dora, Friseurin, Bundesstr. 48/50, ✉ 13 bbox=[1197, 500, 1431, 515]
directory-entry: — R., Schriftsetzer, Kibitzstr. 10, ✉ 23 bbox=[577, 642, 772, 657]
directory-entry: — Julius, Schmied, Mittelstr. 23, H. C., ✉ 23 bbox=[577, 1458, 803, 1473]
directory-entry: — F., Maurer, Neustädterstr. 50/52, ✉ 36 bbox=[262, 1411, 467, 1426]
directory-entry: — Heinr., Thüringerstr. 60, ✉ 15 bbox=[1197, 642, 1361, 657]
directory-entry: Has, Ferd. u. d. Firmen: L. Ross & Co. u. Ferdinand Has, Hofweg 31, ✉ 21 bbox=[887, 1003, 1187, 1034]
directory-entry: — Th., Posamentenfabr., Pelzerstr. 11, ✉ 8 bbox=[262, 877, 476, 892]
directory-entry: — F. H., Altonaerstr. 41, H. 2, ✉ 6 bbox=[262, 1081, 435, 1096]
directory-entry: — W., Kutscher, Idastr. 16, H. 1, ✉ 15 bbox=[887, 343, 1079, 358]
directory-entry: Harwardt, Albert, Postbote, Geibelstr. 30, H. 7, ✉ 21 bbox=[887, 469, 1149, 484]
directory-entry: — Heinr., Arbtr., Seilerstr. 30, ✉ 19 bbox=[887, 1176, 1066, 1191]
directory-entry: — J. C., Maurermstr., Jungmannstr. 29, ✉ 23 bbox=[887, 846, 1112, 861]
directory-entry: — S., Winterhuderweg 37, ✉ 21 bbox=[887, 328, 1049, 343]
directory-entry: — W., Arbtr., Billw. Neuedeich 347, ✉ 27 bbox=[577, 752, 787, 767]
directory-entry: — Bernh., Maler, Wohldorferstr. 61, ✉ 22 bbox=[262, 1254, 472, 1269]
directory-entry: — Johs., Schlachter, ⇨ V, 726, Hammerbrookstr. 105, ✉ 15 bbox=[887, 830, 1185, 845]
directory-entry: — H., Glaser, Baustr. 28, H. 5, ✉ 25 bbox=[262, 500, 444, 515]
directory-entry: — H., Buchhalter, Alardusstr. 3, ✉ 19 bbox=[577, 1254, 766, 1269]
directory-entry: — Heinr., Arbtr., Süderstr. 130, H. 1, ✉ 35 bbox=[577, 1317, 790, 1332]
directory-entry: v. Haselberg, A., Dr., Augenarzt, Grindelallee 39, ✉ 13, Sprechst: 12–1 u. 4–5 bbox=[1197, 1003, 1503, 1034]
directory-entry: — Wilh., Bahnbeamter, Billh. Deich 37, ✉ 27 bbox=[887, 391, 1116, 406]
directory-entry: — Ad., Bramfelderstr. 24, ✉ 33 bbox=[577, 1034, 736, 1049]
directory-entry: — Bernh., Arbtr., Trommelstr. 30, ✉ 4 bbox=[1197, 438, 1389, 453]
directory-entry: — Herm., Arbtr., Sternstr. 85, ✉ 6 bbox=[577, 312, 748, 327]
directory-entry: — Claus, Thüringerstr. 60, ✉ 15 bbox=[887, 673, 1049, 688]
directory-entry: Haseloff, C. F. A., Lehrer, Weidenstieg 9, ✉ 19 bbox=[1197, 1129, 1431, 1144]
directory-entry: — Arthur, Reisender, Hebbelstr. 1, ✉ 21 bbox=[887, 485, 1088, 500]
directory-entry: — Heinr., beeideter Bücherrevisor, Konkursverwalter, BCto: Vereinsb. unter: Heinrich Hartung, ⇨ I, 5496, gr. Theaterstr. 24, ✉ 36, Wohn: ⇨ II, 2153, Feldstr. 32, ✉ 6 bbox=[262, 548, 566, 594]
directory-entry: Harzendorf Wwe. Ed., Holstenplatz 14, ✉ 36 bbox=[887, 909, 1112, 924]
directory-entry: — Paul, Schriftsetzer, Wilhelminenstr. 70, ✉ 4 bbox=[262, 783, 495, 798]
directory-entry: — Rud., Ober-Telegr.-Assistent, Wiesenstrasse 39, ✉ 19 bbox=[262, 830, 543, 845]
directory-entry: — Heinr., Arbtr., Heitmannstr. 42, ✉ 22 bbox=[577, 1348, 776, 1363]
directory-entry: — Johs., Maurer, Kielerstr. 111, ✉ 4 bbox=[577, 1443, 759, 1458]
directory-entry: ⊙ Hartziegelwerke Hamburg, Gesellschaft mit beschränkter Haftung, IR, BCto: Centr.-B., ⇨ III, 585, Jarrestr., ✉ 21 bbox=[887, 422, 1187, 468]
repaired-document-text: Repaired Document bbox=[28, 619, 67, 941]
directory-entry: Hasche, W. O., I/Fa Hasche & Woge, Hirschgraben 22, ✉ 23 bbox=[1197, 234, 1499, 248]
directory-entry: — Rich., Sandweg 26, ✉ 19 bbox=[887, 1191, 1029, 1206]
directory-entry: Hartig, D., Lagerist, Rentzelstr. 27, ✉ 13 bbox=[262, 1050, 466, 1065]
directory-entry: — H., Partiew., Vierländerstr. 51, ✉ 27 bbox=[577, 1270, 772, 1285]
directory-entry: ⊙ Hasenbalg & Feldmann, IR, Herrengarderoben u. Schiffsuniformen BCto: Vereinsb., ⇨ Ia, 1070, Rödingsmarkt 47, ✉ 11, Inh: Th. Hasenbalg u. Carl Feldmann bbox=[1197, 1411, 1503, 1473]
directory-entry: — Carl, Pflastersteine, Pinnasberg 22, ✉ 4 bbox=[887, 595, 1100, 610]
directory-entry: — Frl. Emma, Papenstr. 123, ✉ 23 bbox=[887, 1380, 1061, 1395]
directory-entry: — Otto, Ewerführer, Niedernstr. 50, ✉ 1 bbox=[1197, 720, 1399, 735]
directory-entry: — Wwe. M., Kochfrau, Bürgerweide 25, No. 66, ✉ 25 bbox=[577, 595, 850, 610]
directory-entry: — Frau Maria, Goernestr. 3, H. 1, ✉ 20 bbox=[577, 1521, 775, 1536]
directory-entry: — Gust., Maschinist, Karpfangerstr. 5, ✉ 9 bbox=[887, 736, 1103, 751]
